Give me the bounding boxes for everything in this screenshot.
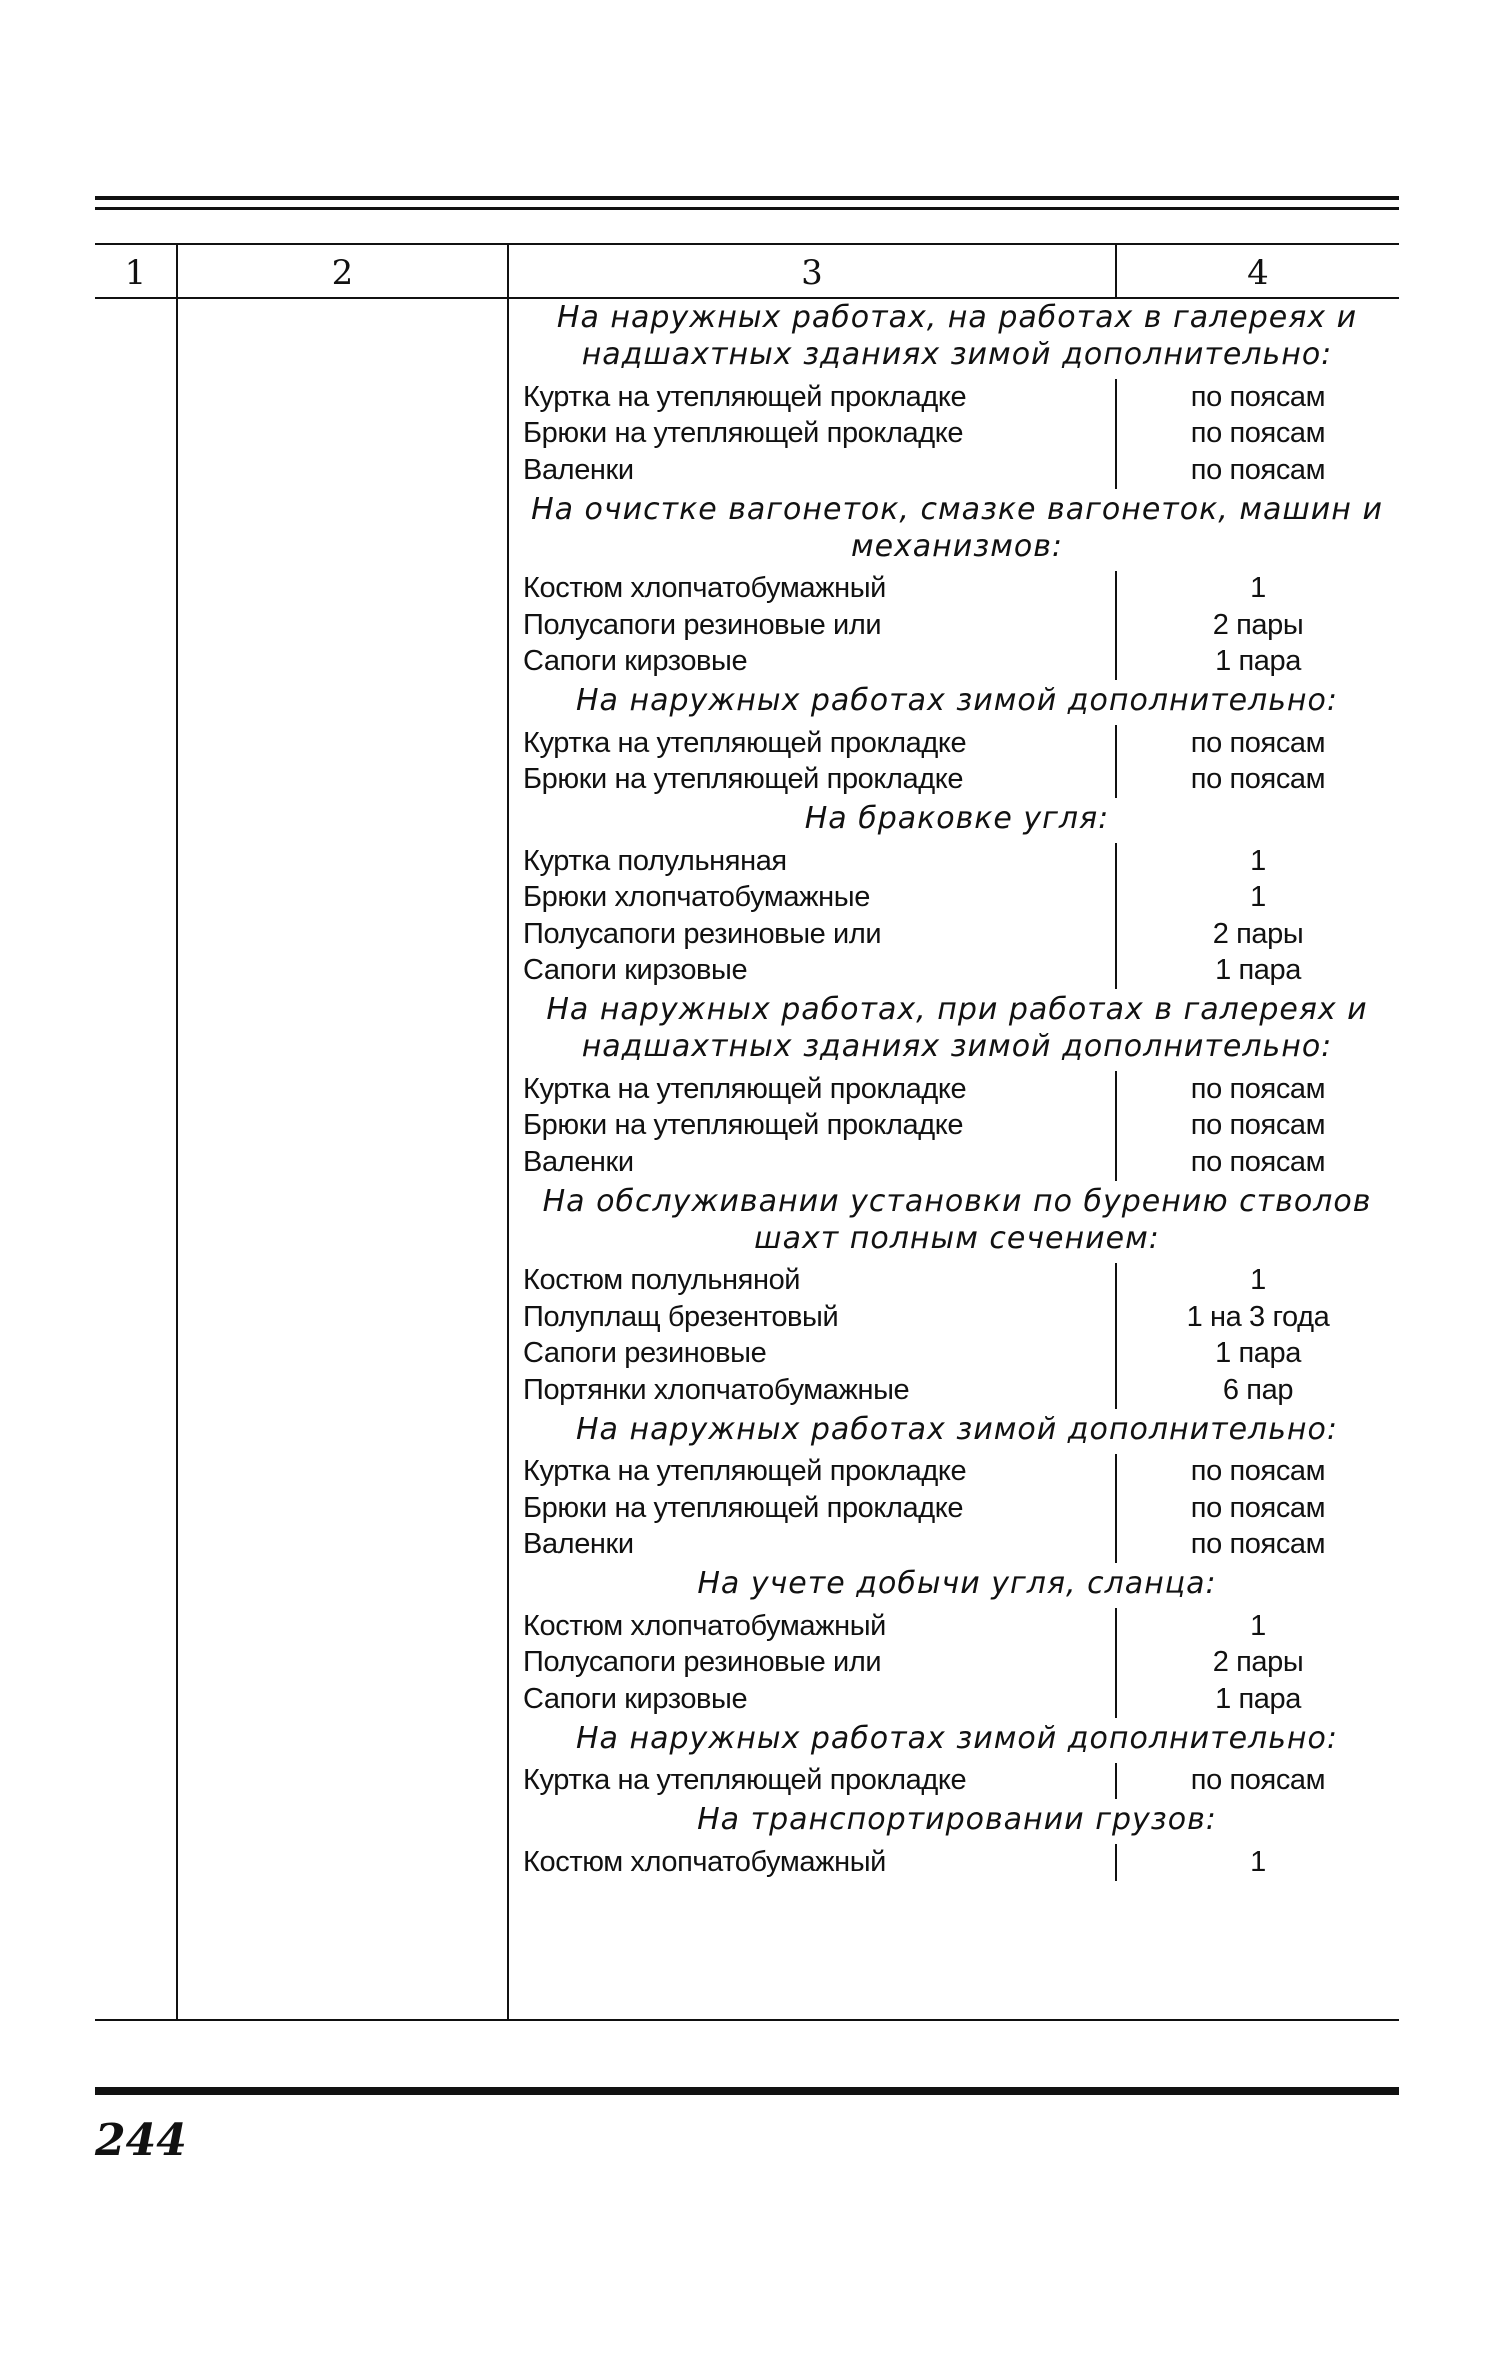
section — [515, 1563, 1399, 1718]
item-quantity: 1 пара — [1115, 1681, 1399, 1718]
item-quantity: 1 пара — [1115, 953, 1399, 990]
section — [515, 680, 1399, 798]
clothing-norms-table — [95, 243, 1399, 2021]
item-row — [515, 1844, 1399, 1881]
item-name: Сапоги кирзовые — [523, 645, 748, 678]
header-col2: 2 — [331, 253, 354, 293]
item-quantity: 2 пары — [1115, 1645, 1399, 1682]
section-title: На наружных работах зимой дополнительно: — [575, 1411, 1338, 1447]
item-name: Сапоги резиновые — [523, 1337, 767, 1370]
section-title: На браковке угля: — [804, 801, 1110, 836]
item-name: Брюки на утепляющей прокладке — [523, 1109, 964, 1142]
item-quantity: 1 — [1115, 1844, 1399, 1881]
item-name: Валенки — [523, 453, 634, 486]
item-quantity: 1 пара — [1115, 644, 1399, 681]
item-quantity: по поясам — [1115, 1071, 1399, 1108]
item-name: Сапоги кирзовые — [523, 954, 748, 987]
item-row — [515, 953, 1399, 990]
item-quantity: 2 пары — [1115, 607, 1399, 644]
section-title: На наружных работах, при работах в галереях и надшахтных зданиях зимой дополнительно: — [546, 992, 1368, 1064]
item-name: Костюм полульняной — [523, 1264, 801, 1297]
item-row — [515, 1527, 1399, 1564]
item-row — [515, 1372, 1399, 1409]
item-quantity: по поясам — [1115, 1108, 1399, 1145]
item-name: Куртка полульняная — [523, 844, 787, 877]
table-header-row — [95, 245, 1399, 299]
item-quantity: по поясам — [1115, 1144, 1399, 1181]
column-divider — [176, 245, 178, 2019]
item-row — [515, 1108, 1399, 1145]
header-col3: 3 — [801, 253, 823, 293]
item-name: Брюки хлопчатобумажные — [523, 881, 870, 914]
item-quantity: 1 — [1115, 1608, 1399, 1645]
item-name: Полусапоги резиновые или — [523, 1646, 882, 1679]
item-row — [515, 843, 1399, 880]
item-name: Сапоги кирзовые — [523, 1682, 748, 1715]
item-quantity: по поясам — [1115, 452, 1399, 489]
item-name: Полусапоги резиновые или — [523, 608, 882, 641]
item-row — [515, 880, 1399, 917]
item-row — [515, 1071, 1399, 1108]
section-title: На транспортировании грузов: — [697, 1802, 1217, 1837]
item-name: Брюки на утепляющей прокладке — [523, 1491, 964, 1524]
section-title: На наружных работах зимой дополнительно: — [575, 683, 1338, 718]
header-col1: 1 — [124, 253, 147, 293]
bottom-rule — [95, 2087, 1399, 2095]
item-row — [515, 571, 1399, 608]
item-quantity: по поясам — [1115, 1527, 1399, 1564]
item-quantity: 1 — [1115, 1263, 1399, 1300]
section — [515, 1181, 1399, 1409]
item-name: Куртка на утепляющей прокладке — [523, 1764, 967, 1797]
item-row — [515, 916, 1399, 953]
sections-column — [515, 297, 1399, 1881]
item-name: Костюм хлопчатобумажный — [523, 1845, 886, 1878]
item-quantity: 6 пар — [1115, 1372, 1399, 1409]
section-title: На учете добычи угля, сланца: — [697, 1566, 1217, 1601]
section — [515, 1409, 1399, 1564]
item-name: Костюм хлопчатобумажный — [523, 1609, 886, 1642]
section — [515, 798, 1399, 989]
item-quantity: 2 пары — [1115, 916, 1399, 953]
item-quantity: 1 пара — [1115, 1336, 1399, 1373]
item-name: Куртка на утепляющей прокладке — [523, 1072, 967, 1105]
section-title: На наружных работах зимой дополнительно: — [575, 1720, 1338, 1756]
item-row — [515, 1645, 1399, 1682]
section — [515, 1799, 1399, 1881]
item-row — [515, 1454, 1399, 1491]
item-quantity: по поясам — [1115, 725, 1399, 762]
section — [515, 1718, 1399, 1800]
item-name: Куртка на утепляющей прокладке — [523, 726, 967, 759]
item-name: Полуплащ брезентовый — [523, 1300, 839, 1333]
header-col4: 4 — [1247, 253, 1269, 293]
item-name: Портянки хлопчатобумажные — [523, 1373, 910, 1406]
column-divider — [507, 245, 509, 2019]
item-quantity: по поясам — [1115, 1490, 1399, 1527]
section — [515, 989, 1399, 1181]
item-row — [515, 1144, 1399, 1181]
item-row — [515, 1681, 1399, 1718]
item-name: Валенки — [523, 1528, 634, 1561]
item-row — [515, 452, 1399, 489]
item-quantity: по поясам — [1115, 762, 1399, 799]
item-quantity: 1 на 3 года — [1115, 1299, 1399, 1336]
item-quantity: 1 — [1115, 880, 1399, 917]
item-name: Полусапоги резиновые или — [523, 917, 882, 950]
top-rule-thin — [95, 207, 1399, 210]
item-row — [515, 1763, 1399, 1800]
item-row — [515, 1608, 1399, 1645]
item-quantity: по поясам — [1115, 1454, 1399, 1491]
item-quantity: по поясам — [1115, 416, 1399, 453]
section-title: На обслуживании установки по бурению стволов шахт полным сечением: — [542, 1183, 1372, 1256]
item-row — [515, 1263, 1399, 1300]
item-row — [515, 1299, 1399, 1336]
section — [515, 297, 1399, 489]
item-name: Брюки на утепляющей прокладке — [523, 763, 964, 796]
item-name: Куртка на утепляющей прокладке — [523, 1455, 967, 1488]
item-name: Брюки на утепляющей прокладке — [523, 417, 964, 450]
item-row — [515, 416, 1399, 453]
item-row — [515, 379, 1399, 416]
section-title: На очистке вагонеток, смазке вагонеток, машин и механизмов: — [531, 491, 1383, 564]
page-number: 244 — [95, 2115, 187, 2166]
item-row — [515, 762, 1399, 799]
item-row — [515, 1336, 1399, 1373]
section — [515, 489, 1399, 681]
item-name: Костюм хлопчатобумажный — [523, 572, 886, 605]
item-row — [515, 1490, 1399, 1527]
item-name: Валенки — [523, 1145, 634, 1178]
item-quantity: 1 — [1115, 843, 1399, 880]
section-title: На наружных работах, на работах в галереях и надшахтных зданиях зимой дополнительно: — [556, 300, 1358, 372]
item-row — [515, 725, 1399, 762]
item-row — [515, 644, 1399, 681]
item-name: Куртка на утепляющей прокладке — [523, 380, 967, 413]
top-rule-thick — [95, 196, 1399, 200]
item-quantity: по поясам — [1115, 379, 1399, 416]
item-quantity: 1 — [1115, 571, 1399, 608]
item-quantity: по поясам — [1115, 1763, 1399, 1800]
item-row — [515, 607, 1399, 644]
